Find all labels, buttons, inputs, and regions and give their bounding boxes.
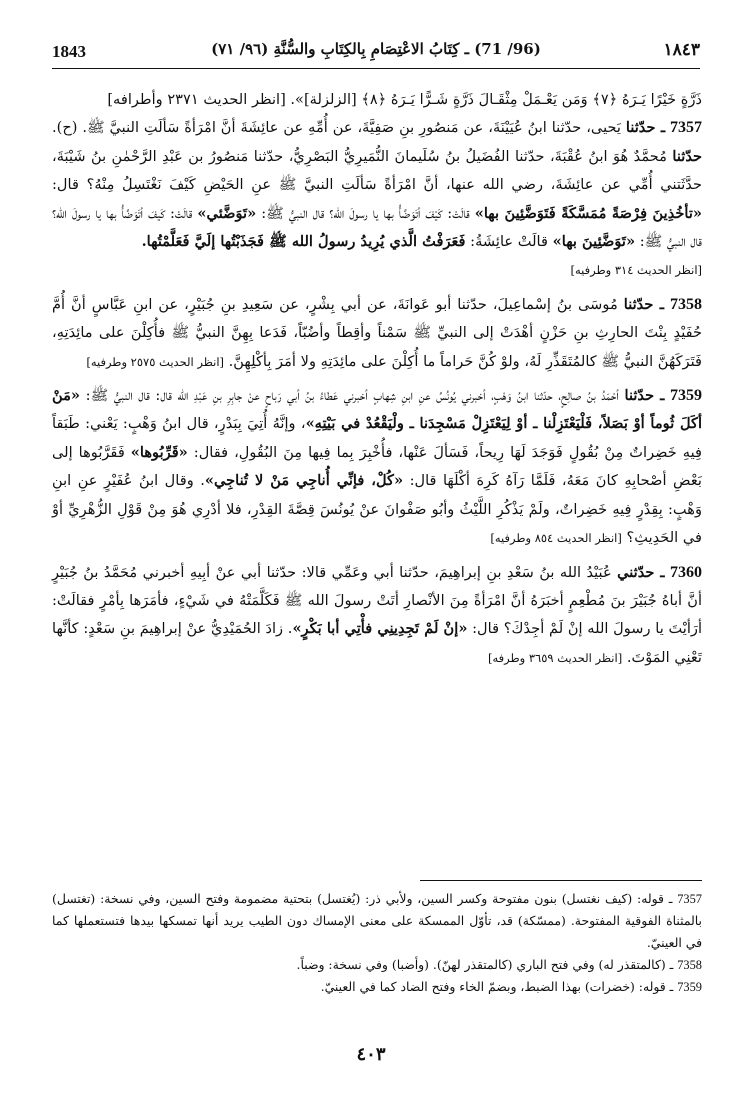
prophetic-quote: «قَرِّبُوها» <box>130 443 188 461</box>
page-number-arabic: ١٨٤٣ <box>663 40 700 60</box>
footnote-text: ـ قوله: (خضرات) بهذا الضبط، وبضمّ الخاء وفتح الضاد كما في العينيّ. <box>320 979 674 994</box>
footnote <box>52 976 702 998</box>
footnote <box>52 888 702 954</box>
folio-number: ٤٠٣ <box>356 1044 386 1065</box>
page-number-latin: 1843 <box>52 42 86 61</box>
prophetic-quote: «إنْ لَمْ تَجِدِينِي فأْتِي أبا بَكْرٍ» <box>292 620 468 638</box>
hadith-7360 <box>52 559 702 673</box>
cross-reference: [انظر الحديث ٢٥٧٥ وطرفيه] <box>86 354 225 369</box>
narration-keyword: ـ حدّثني <box>617 563 665 581</box>
hadith-7358 <box>52 291 702 376</box>
hadith-text: ، وإنَّهُ أُتِيَ بِبَدْرٍ، قال ابنُ وَهْبٍ: يَعْني: طَبَقاً فِيهِ خَضِراتٌ مِنْ بُقُولٍ فَوَجَدَ لَهَا رِيحاً، فَسَألَ عَنْها، فأُخْبِرَ بِما فِيها مِنَ البُقُولِ، فقال: <box>52 415 702 461</box>
hadith-text: . زادَ الحُمَيْدِيُّ عنْ إبراهِيمَ بنِ سَعْدٍ: كأنَّها تَعْنِي المَوْتَ. <box>52 620 702 666</box>
page-header <box>52 38 700 69</box>
hadith-text: قالَتْ عائِشَةُ: <box>470 233 548 251</box>
hadith-number: 7360 <box>670 563 703 581</box>
prophetic-quote: «مَنْ أكَلَ ثُوماً أوْ بَصَلاً، فَلْيَعْتَزِلْنا ـ أوْ لِيَعْتَزِلْ مَسْجِدَنا ـ ولْيَقْعُدْ في بَيْتِهِ» <box>52 387 703 433</box>
cross-reference: [انظر الحديث ٣٦٥٩ وطرفه] <box>487 650 623 665</box>
prophetic-quote: «تَوَضَّئِينَ بها» <box>552 233 636 251</box>
hadith-text: يَحيى، حدّثنا ابنُ عُيَيْنَةَ، عن مَنصُورِ بنِ صَفِيَّةَ، عن أُمِّهِ عن عائِشَةَ أنَّ امْرَأةً سَألَتِ النبيَّ ﷺ. (ح). <box>52 119 621 137</box>
prophetic-quote: «تأخُذِينَ فِرْصَةً مُمَسَّكَةً فَتَوَضَّئِينَ بها» <box>474 204 703 222</box>
hadith-text: مُحمَّدٌ هُوَ ابنُ عُقْبَةَ، حدّثنا الفُضَيلُ بنُ سُلَيمانَ النُّمَيرِيُّ البَصْرِيُّ، حدّثنا مَنصُورُ بن عَبْدِ الرَّحْمٰنِ بنُ شَيْبَةَ، حدَّثَتني أُمِّي عن عائِشَةَ، رضي الله عنها، أنَّ امْرَأةً سَألَتِ النبيَّ ﷺ عنِ الحَيْضِ كَيْفَ نَغْتَسِلُ مِنْهُ؟ قال: <box>52 147 702 194</box>
narration-keyword: ـ حدّثنا <box>625 119 666 137</box>
cross-reference: [انظر الحديث ٨٥٤ وطرفيه] <box>490 531 622 546</box>
hadith-text: مُوسَى بنُ إسْماعِيلَ، حدّثنا أبو عَوانَةَ، عن أبي بِشْرٍ، عن سَعِيدِ بنِ جُبَيْرٍ، عن ابنِ عَبَّاسٍ أنَّ أُمَّ حُفَيْدٍ بِنْتَ الحارِثِ بنِ حَزْنٍ أهْدَتْ إلى النبيِّ ﷺ سَمْناً وأقِطاً وأضُبّاً، فَدَعا بِهِنَّ النبيُّ ﷺ فأُكِلْنَ على مائِدَتِهِ، فَتَرَكَهُنَّ النبيُّ ﷺ كالمُتَقَذِّرِ لَهُ، ولوْ كُنَّ حَراماً ما أُكِلْنَ على مائِدَتِهِ ولا أمَرَ بِأكْلِهِنَّ. <box>52 295 702 370</box>
hadith-7359 <box>52 382 702 552</box>
hadith-text: أحْمَدُ بنُ صالِحٍ، حدّثنا ابنُ وَهْبٍ، أخبرني يُونُسُ عنِ ابنِ شِهابٍ أخبرني عَطاءُ بنُ أبي رَباحٍ عنْ جابِرِ بنِ عَبْدِ الله قال: قال النبيُّ ﷺ: <box>85 387 619 405</box>
cross-reference: [انظر الحديث ٣١٤ وطرفيه] <box>570 263 702 278</box>
footnote <box>52 954 702 976</box>
narration-keyword: حدّثنا <box>672 147 703 165</box>
hadith-7357 <box>52 114 702 284</box>
footnote-text: ـ قوله: (كيف نغتسل) بنون مفتوحة وكسر السين، ولأبي ذر: (يُغتسل) بتحتية مضمومة وفتح السين، وفي نسخة: (تغتسل) بالمثناة الفوقية المفتوحة. (ممسّكة) قد، تأوّل الممسكة على معنى الإمساك دون الطيب يريد أنها تمسكها بيدها فتستعملها كما في العينيّ. <box>52 891 702 950</box>
hadith-text: قالَتْ: كَيْفَ أتَوَضَّأُ بها يا رسولَ الله؟ قال النبيُّ ﷺ: <box>261 204 470 222</box>
hadith-text: فَقَرَّبُوها إلى بَعْضِ أصْحابِهِ كانَ مَعَهُ، فَلَمَّا رَآهُ كَرِهَ أكْلَهَا قال: <box>52 443 702 490</box>
footnote-label: 7357 <box>677 892 702 906</box>
prophetic-quote: فَعَرَفْتُ الَّذي يُرِيدُ رسولُ الله ﷺ فَجَذَبْتُها إلَيَّ فَعَلَّمْتُها. <box>141 233 466 251</box>
hadith-text: . وقال ابنُ عُفَيْرٍ عنِ ابنِ وَهْبٍ: بِقِدْرٍ فِيهِ خَضِراتٌ، ولَمْ يَذْكُرِ اللَّيْثُ وأبُو صَفْوانَ عنْ يُونُسَ قِصَّةَ القِدْرِ، فلا أدْرِي هُوَ مِنْ قَوْلِ الزُّهْرِيِّ أوْ في الحَدِيثِ؟ <box>52 472 702 547</box>
footnotes <box>52 888 702 998</box>
footnote-label: 7358 <box>677 958 702 972</box>
hadith-text: قالَتْ: كَيفَ أتَوَضَّأُ بها يا رسولَ الله؟ قال النبيُّ ﷺ: <box>52 204 702 251</box>
main-text <box>52 86 702 672</box>
narration-keyword: ـ حدّثنا <box>624 387 665 405</box>
narration-keyword: ـ حدّثنا <box>623 295 665 313</box>
prophetic-quote: «تَوَضَّئي» <box>197 204 257 222</box>
footnote-text: ـ (كالمتقذر له) وفي فتح الباري (كالمتقذر لهنّ). (وأضبا) وفي نسخة: وضباً. <box>296 957 674 972</box>
footnote-divider <box>420 880 702 881</box>
hadith-number: 7358 <box>670 295 703 313</box>
running-title: (96/ 71) ـ كِتَابُ الاعْتِصَامِ بِالكِتَابِ والسُّنَّةِ (٩٦/ ٧١) <box>211 40 541 58</box>
footnote-label: 7359 <box>677 980 702 994</box>
hadith-text: عُبَيْدُ الله بنُ سَعْدِ بنِ إبراهِيمَ، حدّثنا أبي وعَمِّي قالا: حدّثنا أبي عنْ أبِيهِ أخبرني مُحَمَّدُ بنُ جُبَيْرٍ أنَّ أباهُ جُبَيْرَ بنَ مُطْعِمٍ أخبَرَهُ أنَّ امْرَأةً مِنَ الأنْصارِ أتَتْ رسولَ الله ﷺ فَكَلَّمَتْهُ في شَيْءٍ، فأمَرَها بِأمْرٍ فقالَتْ: أرَأيْتَ يا رسولَ الله إنْ لَمْ أجِدْكَ؟ قال: <box>52 563 703 638</box>
hadith-number: 7357 <box>670 119 703 137</box>
prophetic-quote: «كُلْ، فإنِّي أُناجِي مَنْ لا تُناجِي» <box>204 472 404 490</box>
hadith-number: 7359 <box>670 387 703 405</box>
intro-verse: ذَرَّةٍ خَيْرًا يَـرَهُ ﴿٧﴾ وَمَن يَعْـمَلْ مِثْقَـالَ ذَرَّةٍ شَـرًّا يَـرَهُ ﴿٨﴾ [الزلزلة]». [انظر الحديث ٢٣٧١ وأطرافه] <box>107 91 702 108</box>
